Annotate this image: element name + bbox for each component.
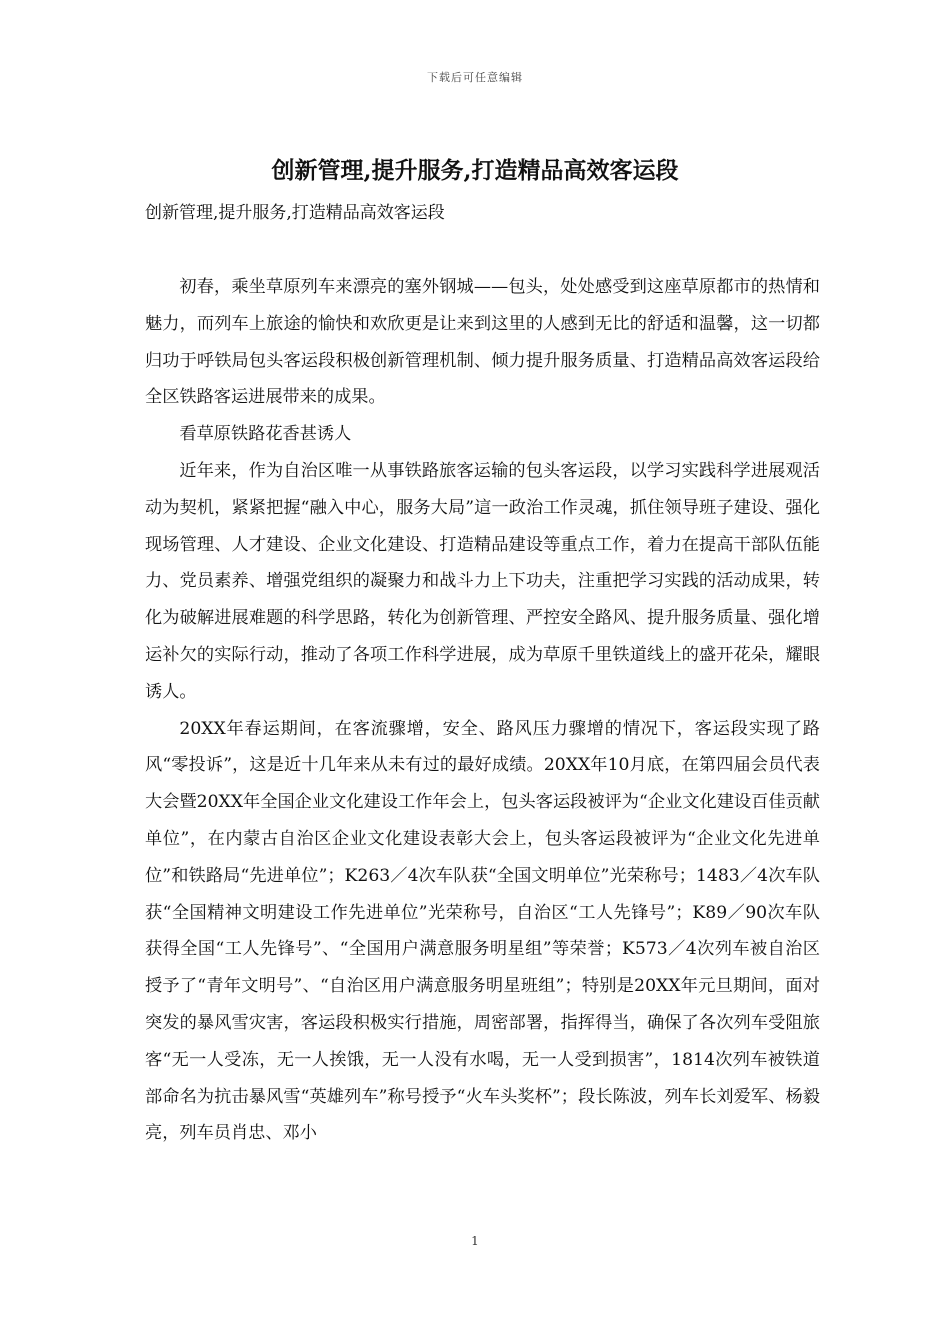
header-note: 下载后可任意编辑 <box>427 71 523 84</box>
document-subtitle: 创新管理,提升服务,打造精品高效客运段 <box>145 203 445 223</box>
paragraph-recent-years: 近年来，作为自治区唯一从事铁路旅客运输的包头客运段，以学习实践科学进展观活动为契机，紧紧把握“融入中心，服务大局”這一政治工作灵魂，抓住领导班子建设、强化现场管理、人才建设、企业文化建设、打造精品建设等重点工作，着力在提高干部队伍能力、党员素养、增强党组织的凝聚力和战斗力上下功夫，注重把学习实践的活动成果，转化为破解进展难题的科学思路，转化为创新管理、严控安全路风、提升服务质量、强化增运补欠的实际行动，推动了各项工作科学进展，成为草原千里铁道线上的盛开花朵，耀眼诱人。 <box>145 460 820 702</box>
document-title: 创新管理,提升服务,打造精品高效客运段 <box>271 157 679 184</box>
section-heading: 看草原铁路花香甚诱人 <box>179 424 352 445</box>
page-number: 1 <box>471 1234 479 1248</box>
paragraph-intro: 初春，乘坐草原列车来漂亮的塞外钢城——包头，处处感受到这座草原都市的热情和魅力，而列车上旅途的愉快和欢欣更是让来到这里的人感到无比的舒适和温馨，这一切都归功于呼铁局包头客运段积极创新管理机制、倾力提升服务质量、打造精品高效客运段给全区铁路客运进展带来的成果。 <box>145 277 820 408</box>
document-body <box>145 269 820 1152</box>
paragraph-achievements: 20XX年春运期间，在客流骤增，安全、路风压力骤增的情况下，客运段实现了路风“零投诉”，这是近十几年来从未有过的最好成绩。20XX年10月底，在第四届会员代表大会暨20XX年全国企业文化建设工作年会上，包头客运段被评为“企业文化建设百佳贡献单位”，在内蒙古自治区企业文化建设表彰大会上，包头客运段被评为“企业文化先进单位”和铁路局“先进单位”；K263／4次车队获“全国文明单位”光荣称号；1483／4次车队获“全国精神文明建设工作先进单位”光荣称号，自治区“工人先锋号”；K89／90次车队获得全国“工人先锋号”、“全国用户满意服务明星组”等荣誉；K573／4次列车被自治区授予了“青年文明号”、“自治区用户满意服务明星班组”；特别是20XX年元旦期间，面对突发的暴风雪灾害，客运段积极实行措施，周密部署，指挥得当，确保了各次列车受阻旅客“无一人受冻，无一人挨饿，无一人没有水喝，无一人受到损害”，1814次列车被铁道部命名为抗击暴风雪“英雄列车”称号授予“火车头奖杯”；段长陈波，列车长刘爱军、杨毅亮，列车员肖忠、邓小 <box>145 718 820 1144</box>
